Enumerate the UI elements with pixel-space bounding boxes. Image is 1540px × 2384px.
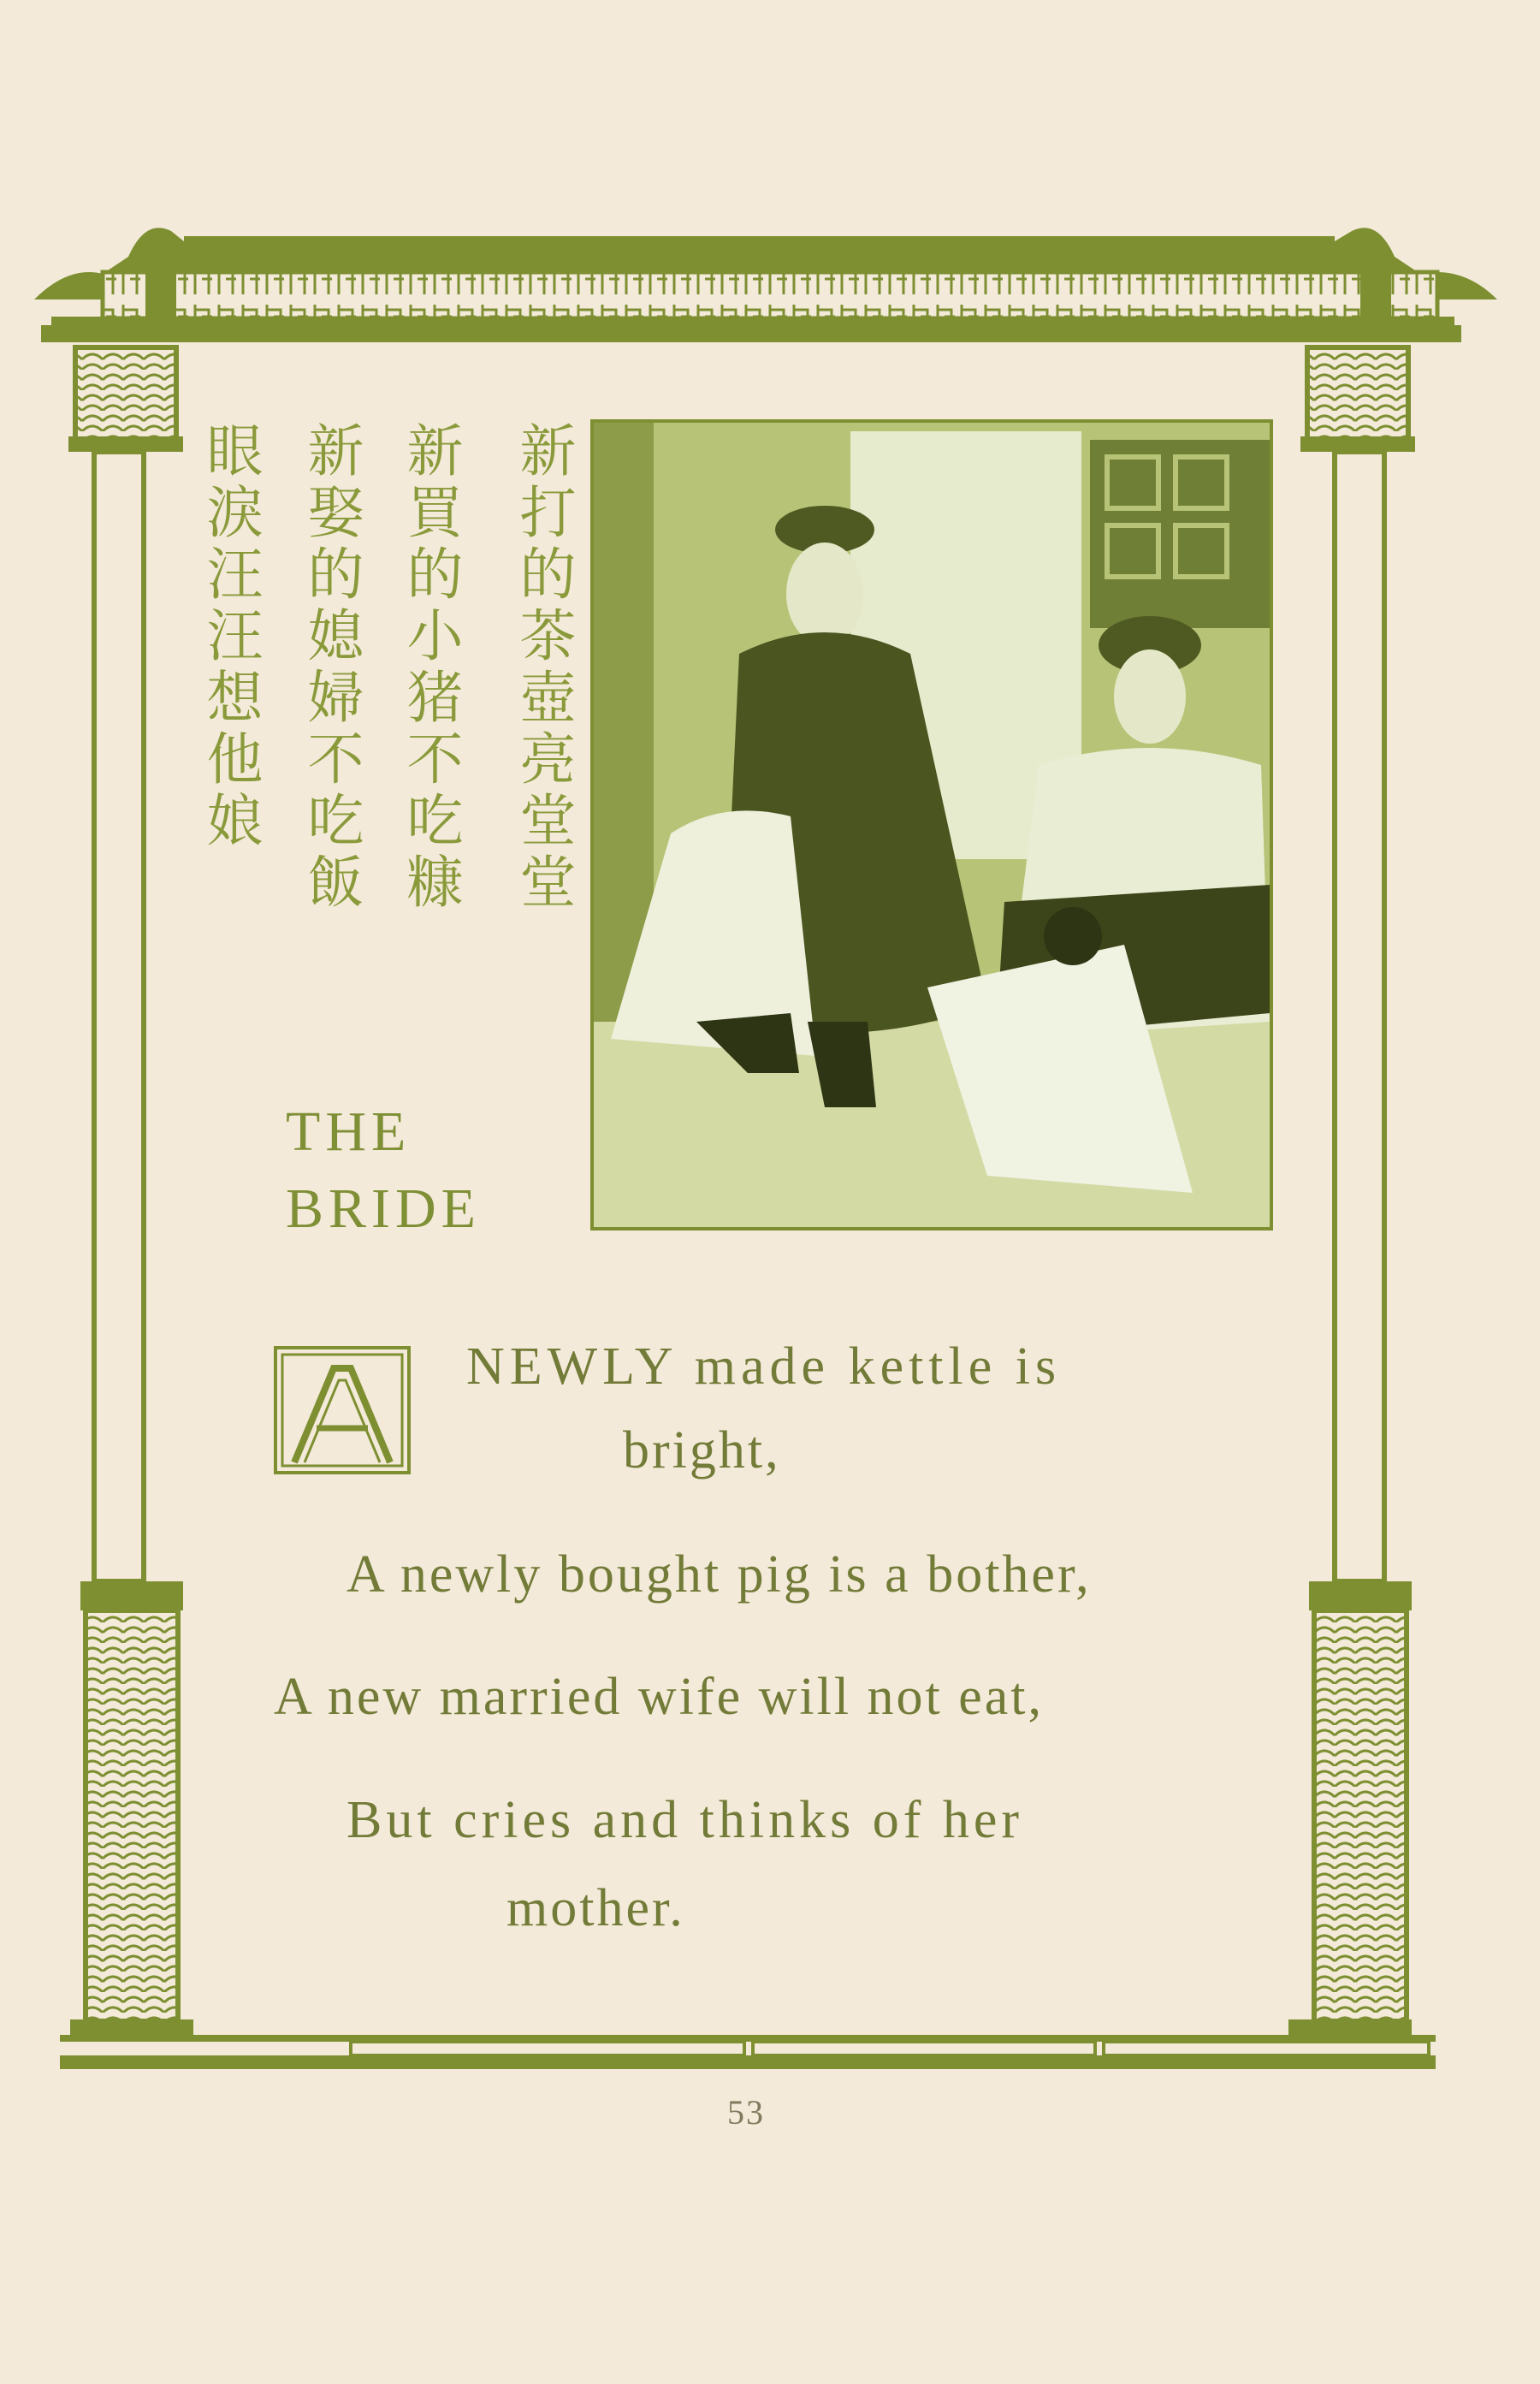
chinese-poem-column-3: 新娶的媳婦不吃飯 [298,421,364,914]
drop-cap-letter-a [277,1349,407,1479]
drop-cap-text: A [342,1477,344,1479]
left-column [68,347,193,2037]
bride-photograph [590,419,1273,1231]
right-column [1288,347,1415,2037]
page-number: 53 [727,2093,765,2132]
roof-ornament [34,228,1497,342]
chinese-poem-column-1: 新打的茶壺亮堂堂 [510,421,576,914]
verse-line-4-cont: mother. [506,1879,685,1937]
verse-line-2: A newly bought pig is a bother, [346,1545,1092,1604]
title-the: THE [286,1100,412,1163]
drop-cap-box [274,1346,411,1479]
verse-line-1-cont: bright, [623,1421,781,1480]
verse-line-4: But cries and thinks of her [346,1791,1024,1849]
verse-line-3: A new married wife will not eat, [274,1668,1045,1726]
verse-line-1: NEWLY made kettle is [466,1337,1062,1396]
photo-illustration [594,423,1270,1227]
chinese-poem-column-4: 眼淚汪汪想他娘 [197,421,263,852]
base-rail [60,2035,1436,2069]
chinese-poem-column-2: 新買的小猪不吃糠 [397,421,463,914]
title-bride: BRIDE [286,1177,481,1240]
